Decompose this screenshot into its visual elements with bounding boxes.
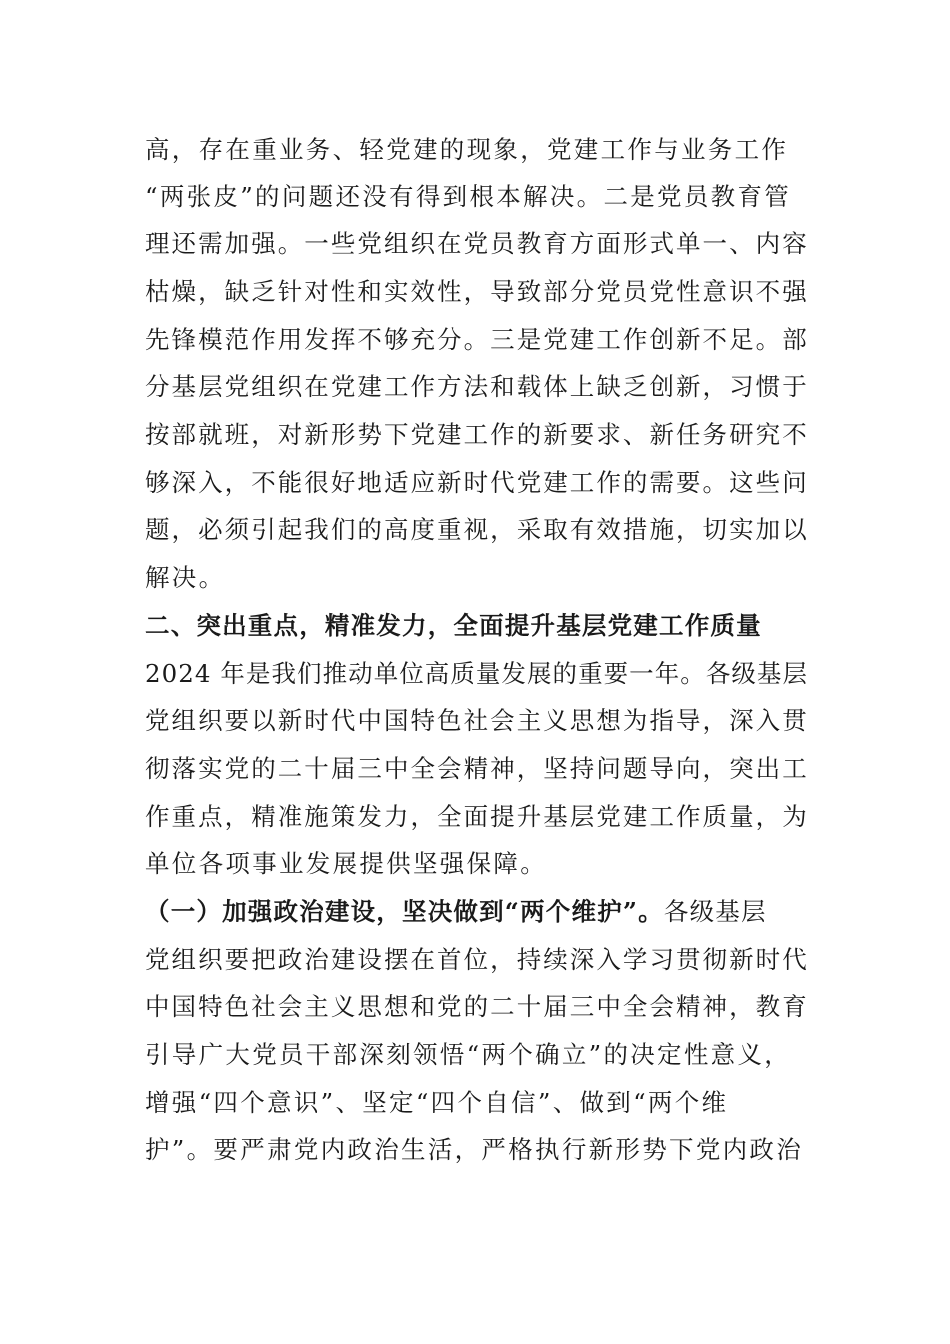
paragraph-line: 分基层党组织在党建工作方法和载体上缺乏创新，习惯于 [145, 372, 809, 401]
paragraph-line: 引导广大党员干部深刻领悟“两个确立”的决定性意义， [145, 1040, 792, 1069]
paragraph-line: 彻落实党的二十届三中全会精神，坚持问题导向，突出工 [145, 754, 809, 783]
paragraph-line: 先锋模范作用发挥不够充分。三是党建工作创新不足。部 [145, 325, 809, 354]
paragraph-line: 增强“四个意识”、坚定“四个自信”、做到“两个维 [145, 1088, 729, 1117]
paragraph-line: 按部就班，对新形势下党建工作的新要求、新任务研究不 [145, 420, 809, 449]
paragraph-line: 护”。要严肃党内政治生活，严格执行新形势下党内政治 [145, 1135, 804, 1164]
paragraph-line: 够深入，不能很好地适应新时代党建工作的需要。这些问 [145, 468, 809, 497]
paragraph-line: 党组织要把政治建设摆在首位，持续深入学习贯彻新时代 [145, 945, 809, 974]
paragraph-line: 2024 年是我们推动单位高质量发展的重要一年。各级基层 [145, 659, 809, 688]
paragraph-line: “两张皮”的问题还没有得到根本解决。二是党员教育管 [145, 182, 792, 211]
paragraph-line: 解决。 [145, 563, 226, 592]
section-heading: 二、突出重点，精准发力，全面提升基层党建工作质量 [145, 611, 762, 640]
paragraph-line: 理还需加强。一些党组织在党员教育方面形式单一、内容 [145, 229, 809, 258]
paragraph-line: 中国特色社会主义思想和党的二十届三中全会精神，教育 [145, 992, 809, 1021]
subsection-heading: （一）加强政治建设，坚决做到“两个维护”。 [145, 897, 664, 926]
subsection-first-line [145, 892, 810, 932]
subsection-heading-rest: 各级基层 [663, 897, 767, 926]
paragraph-line: 单位各项事业发展提供坚强保障。 [145, 849, 547, 878]
paragraph-line: 作重点，精准施策发力，全面提升基层党建工作质量，为 [145, 802, 809, 831]
paragraph-line: 题，必须引起我们的高度重视，采取有效措施，切实加以 [145, 515, 809, 544]
paragraph-line: 党组织要以新时代中国特色社会主义思想为指导，深入贯 [145, 706, 809, 735]
paragraph-line: 枯燥，缺乏针对性和实效性，导致部分党员党性意识不强 [145, 277, 809, 306]
paragraph-line: 高，存在重业务、轻党建的现象，党建工作与业务工作 [145, 135, 789, 164]
